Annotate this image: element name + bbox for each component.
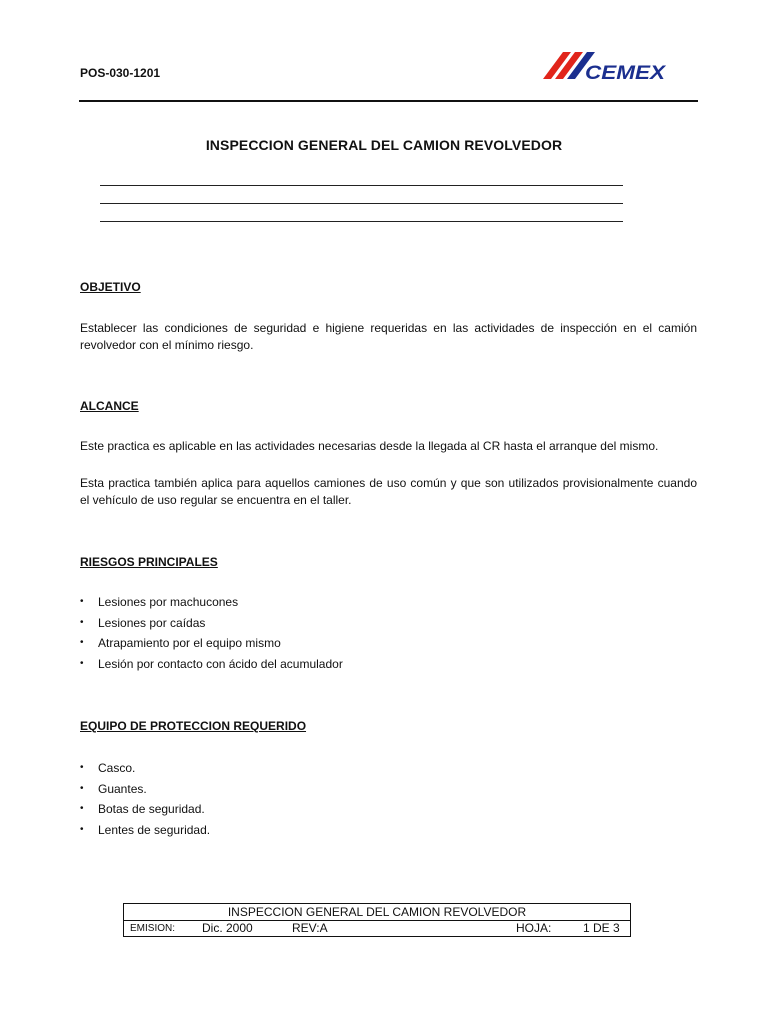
footer-hoja-value: 1 DE 3 xyxy=(583,921,620,935)
list-item-text: Lesiones por machucones xyxy=(98,595,239,609)
document-title: INSPECCION GENERAL DEL CAMION REVOLVEDOR xyxy=(205,137,563,153)
bullet-icon: • xyxy=(80,823,84,835)
bullet-icon: • xyxy=(80,657,84,669)
list-item-text: Lesión por contacto con ácido del acumulador xyxy=(98,656,343,671)
list-item xyxy=(80,799,210,820)
bullet-icon: • xyxy=(80,782,84,794)
section-heading-objetivo: OBJETIVO xyxy=(80,280,141,294)
logo-wordmark: CEMEX xyxy=(585,63,667,82)
bullet-icon: • xyxy=(80,596,84,607)
footer-emision-label: EMISION: xyxy=(130,923,176,934)
riesgos-list xyxy=(80,592,343,674)
cemex-logo xyxy=(541,46,667,82)
list-item xyxy=(80,613,343,634)
alcance-text-2: Esta practica también aplica para aquellos camiones de uso común y que son utilizados provisionalmente cuando el vehículo de uso regular se encuentra en el taller. xyxy=(80,476,697,507)
list-item-text: Casco. xyxy=(98,761,136,775)
section-heading-riesgos: RIESGOS PRINCIPALES xyxy=(80,555,218,569)
footer-title: INSPECCION GENERAL DEL CAMION REVOLVEDOR xyxy=(124,904,630,921)
bullet-icon: • xyxy=(80,803,84,814)
list-item xyxy=(80,758,210,779)
list-item-text: Lentes de seguridad. xyxy=(98,822,211,837)
list-item-text: Atrapamiento por el equipo mismo xyxy=(98,636,281,650)
bullet-icon: • xyxy=(80,637,84,648)
objetivo-text: Establecer las condiciones de seguridad e higiene requeridas en las actividades de inspección en el camión revolvedor con el mínimo riesgo. xyxy=(80,321,697,352)
list-item-text: Botas de seguridad. xyxy=(98,802,205,816)
bullet-icon: • xyxy=(80,616,84,628)
list-item xyxy=(80,654,343,675)
document-code: POS-030-1201 xyxy=(80,66,161,80)
list-item xyxy=(80,633,343,654)
section-heading-alcance: ALCANCE xyxy=(80,399,139,413)
list-item xyxy=(80,592,343,613)
footer-emision-value: Dic. 2000 xyxy=(202,921,253,935)
list-item-text: Guantes. xyxy=(98,781,147,796)
section-heading-equipo: EQUIPO DE PROTECCION REQUERIDO xyxy=(80,719,307,733)
bullet-icon: • xyxy=(80,762,84,773)
footer-hoja-label: HOJA: xyxy=(516,921,552,935)
list-item xyxy=(80,820,210,841)
footer-revision: REV:A xyxy=(292,921,328,935)
header-divider xyxy=(79,100,698,102)
blank-line-3 xyxy=(100,221,623,222)
blank-line-1 xyxy=(100,185,623,186)
list-item xyxy=(80,779,210,800)
footer-table xyxy=(123,903,631,937)
alcance-text-1: Este practica es aplicable en las actividades necesarias desde la llegada al CR hasta el arranque del mismo. xyxy=(80,439,659,453)
list-item-text: Lesiones por caídas xyxy=(98,615,206,630)
equipo-list xyxy=(80,758,210,840)
blank-line-2 xyxy=(100,203,623,204)
